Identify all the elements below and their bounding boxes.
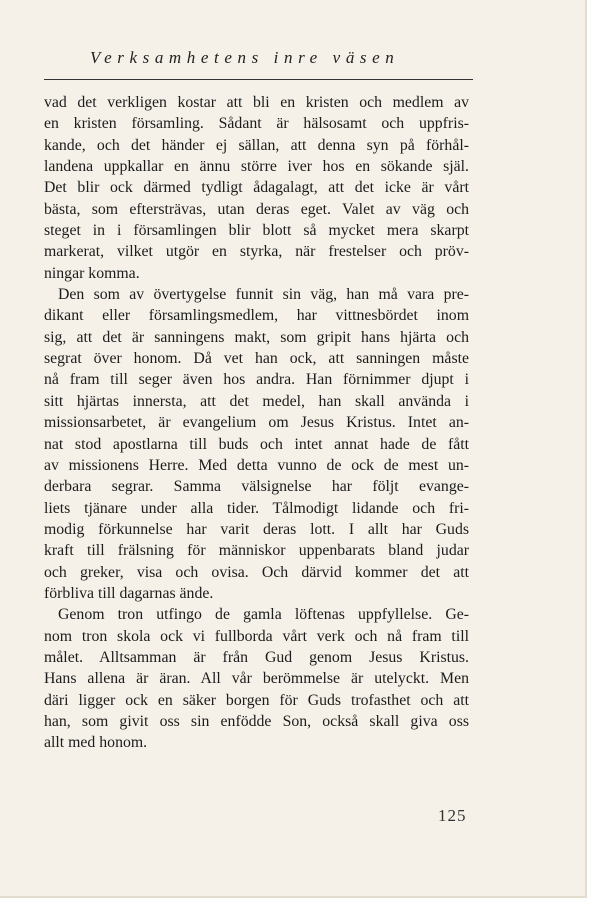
text-line: kraft till frälsning för människor uppenbarats bland judar <box>44 542 469 560</box>
text-line: bästa, som eftersträvas, utan deras eget. Valet av väg och <box>44 200 469 218</box>
paragraph-1 <box>44 92 469 284</box>
text-line: Hans allena är äran. All vår berömmelse är utelyckt. Men <box>44 670 469 688</box>
text-line: landena uppkallar en ännu större iver hos en sökande själ. <box>44 158 469 176</box>
text-line: förbliva till dagarnas ände. <box>44 584 214 602</box>
body-text <box>44 92 469 754</box>
text-line: han, som givit oss sin enfödde Son, också skall giva oss <box>44 712 469 730</box>
text-line: av missionens Herre. Med detta vunno de ock de mest un- <box>44 456 469 474</box>
paragraph-2 <box>44 284 469 604</box>
text-line: sitt hjärtas innersta, att det medel, han skall använda i <box>44 392 469 410</box>
text-line: modig förkunnelse har varit deras lott. I allt har Guds <box>44 520 469 538</box>
page-number: 125 <box>438 806 467 825</box>
text-line: missionsarbetet, är evangelium om Jesus Kristus. Intet an- <box>44 414 469 432</box>
text-line: dikant eller församlingsmedlem, har vittnesbördet inom <box>44 307 469 325</box>
text-line: en kristen församling. Sådant är hälsosamt och uppfris- <box>44 115 469 133</box>
text-line: Den som av övertygelse funnit sin väg, han må vara pre- <box>58 286 469 304</box>
text-line: däri ligger ock en säker borgen för Guds trofasthet och att <box>44 691 469 709</box>
text-line: nom tron skola ock vi fullborda vårt verk och nå fram till <box>44 627 469 645</box>
header-rule <box>44 79 473 80</box>
text-line: steget in i församlingen blir blott så mycket mera skarpt <box>44 222 469 240</box>
text-line: ningar komma. <box>44 264 140 282</box>
text-line: kande, och det händer ej sällan, att denna syn på förhål- <box>44 136 469 154</box>
text-line: och greker, visa och ovisa. Och därvid kommer det att <box>44 563 469 581</box>
text-line: segrat över honom. Då vet han ock, att sanningen måste <box>44 350 469 368</box>
text-line: nat stod apostlarna till buds och intet annat hade de fått <box>44 435 469 453</box>
text-line: liets tjänare under alla tider. Tålmodigt lidande och fri- <box>44 499 469 517</box>
text-line: Det blir ock därmed tydligt ådagalagt, att det icke är vårt <box>44 179 469 197</box>
text-line: markerat, vilket utgör en styrka, när frestelser och pröv- <box>44 243 469 261</box>
text-line: vad det verkligen kostar att bli en kristen och medlem av <box>44 94 469 111</box>
text-line: målet. Alltsamman är från Gud genom Jesus Kristus. <box>44 648 469 666</box>
text-line: Genom tron utfingo de gamla löftenas uppfyllelse. Ge- <box>58 606 469 624</box>
text-line: allt med honom. <box>44 734 148 752</box>
text-line: sig, att det är sanningens makt, som gripit hans hjärta och <box>44 328 469 346</box>
text-line: derbara segrar. Samma välsignelse har följt evange- <box>44 478 469 496</box>
running-head: Verksamhetens inre väsen <box>90 48 400 67</box>
paragraph-3 <box>44 604 469 753</box>
text-line: nå fram till seger även hos andra. Han förnimmer djupt i <box>44 371 469 389</box>
